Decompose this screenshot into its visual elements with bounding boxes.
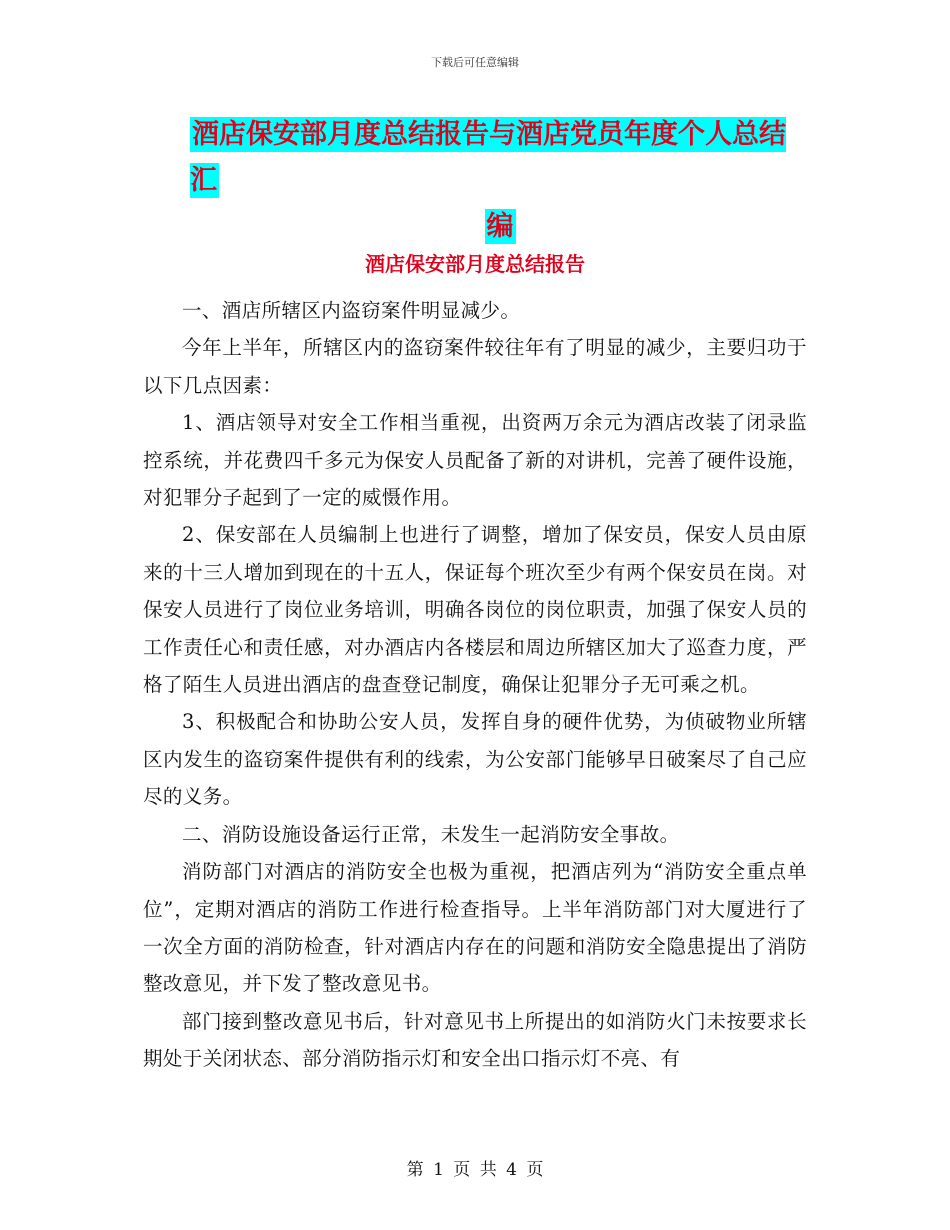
paragraph: 2、保安部在人员编制上也进行了调整，增加了保安员，保安人员由原来的十三人增加到现在的十五人，保证每个班次至少有两个保安员在岗。对保安人员进行了岗位业务培训，明确各岗位的岗位职责，加强了保安人员的工作责任心和责任感，对办酒店内各楼层和周边所辖区加大了巡查力度，严格了陌生人员进出酒店的盘查登记制度，确保让犯罪分子无可乘之机。 [143,523,807,697]
paragraph: 消防部门对酒店的消防安全也极为重视，把酒店列为“消防安全重点单位”，定期对酒店的消防工作进行检查指导。上半年消防部门对大厦进行了一次全方面的消防检查，针对酒店内存在的问题和消防安全隐患提出了消防整改意见，并下发了整改意见书。 [143,860,807,996]
title-highlight-1: 酒店保安部月度总结报告与酒店党员年度个人总结汇 [190,119,786,196]
document-title-line-1 [190,112,810,204]
page-footer: 第 1 页 共 4 页 [406,1160,544,1180]
paragraph: 3、积极配合和协助公安人员，发挥自身的硬件优势，为侦破物业所辖区内发生的盗窃案件提供有利的线索，为公安部门能够早日破案尽了自己应尽的义务。 [143,710,807,809]
document-title-line-2 [190,204,810,250]
body-text [143,292,807,1078]
paragraph: 今年上半年，所辖区内的盗窃案件较往年有了明显的减少，主要归功于以下几点因素： [143,336,807,397]
document-title [190,112,810,250]
title-highlight-2: 编 [486,211,514,242]
paragraph: 部门接到整改意见书后，针对意见书上所提出的如消防火门未按要求长期处于关闭状态、部分消防指示灯和安全出口指示灯不亮、有 [143,1009,807,1071]
paragraph: 1、酒店领导对安全工作相当重视，出资两万余元为酒店改装了闭录监控系统，并花费四千多元为保安人员配备了新的对讲机，完善了硬件设施，对犯罪分子起到了一定的威慑作用。 [143,411,807,510]
paragraph: 二、消防设施设备运行正常，未发生一起消防安全事故。 [182,822,680,846]
header-note: 下载后可任意编辑 [431,56,519,69]
paragraph: 一、酒店所辖区内盗窃案件明显减少。 [182,299,521,322]
section-title: 酒店保安部月度总结报告 [365,252,585,276]
